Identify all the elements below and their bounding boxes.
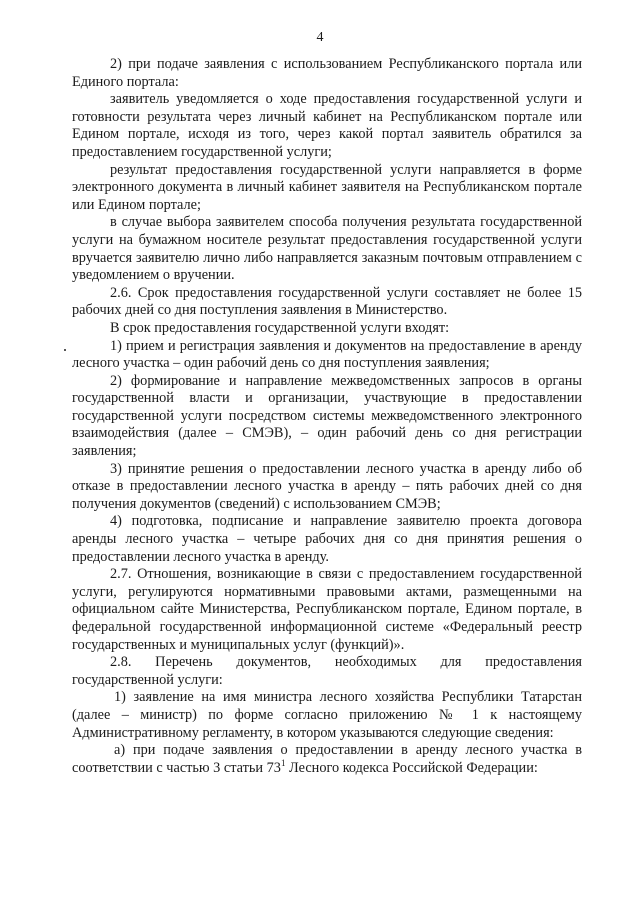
paragraph-step-1: 1) прием и регистрация заявления и документов на предоставление в аренду лесного участка – один рабочий день со дня поступления заявления; (72, 337, 582, 372)
paragraph-2-6-term: 2.6. Срок предоставления государственной услуги составляет не более 15 рабочих дней со дня поступления заявления в Министерство. (72, 284, 582, 319)
article-superscript: 1 (280, 757, 286, 768)
subitem-a-tail: Лесного кодекса Российской Федерации: (285, 759, 538, 776)
paragraph-2-8-documents: 2.8. Перечень документов, необходимых для предоставления государственной услуги: (72, 654, 582, 688)
paragraph-step-4: 4) подготовка, подписание и направление заявителю проекта договора аренды лесного участка – четыре рабочих дня со дня принятия решения о предоставлении лесного участка в аренду. (72, 513, 582, 565)
paragraph-subitem-a (72, 742, 582, 777)
paragraph-result-paper: в случае выбора заявителем способа получения результата государственной услуги на бумажном носителе результат предоставления государственной услуги вручается заявителю лично либо направляется заказным почтовым отправлением с уведомлением о вручении. (72, 214, 582, 284)
document-body (72, 56, 582, 777)
scan-speck (64, 349, 66, 351)
subitem-a-text: а) при подаче заявления о предоставлении в аренду лесного участка в соответствии с частью 3 статьи 73 (72, 742, 582, 776)
paragraph-term-includes: В срок предоставления государственной услуги входят: (110, 319, 450, 336)
paragraph-portal-submission: 2) при подаче заявления с использованием Республиканского портала или Единого портала: (72, 56, 582, 90)
paragraph-2-7-relations: 2.7. Отношения, возникающие в связи с предоставлением государственной услуги, регулируются нормативными правовыми актами, размещенными на официальном сайте Министерства, Республиканском портале, Едином портале, в федеральной государственной информационной системе «Федеральный реестр государственных и муниципальных услуг (функций)». (72, 566, 582, 653)
paragraph-step-3: 3) принятие решения о предоставлении лесного участка в аренду либо об отказе в предоставлении лесного участка в аренду – пять рабочих дней со дня получения документов (сведений) с использованием СМЭВ; (72, 460, 582, 512)
page-number: 4 (316, 30, 324, 45)
paragraph-result-electronic: результат предоставления государственной услуги направляется в форме электронного документа в личный кабинет заявителя на Республиканском портале или Едином портале; (72, 161, 582, 213)
paragraph-application: 1) заявление на имя министра лесного хозяйства Республики Татарстан (далее – министр) по форме согласно приложению № 1 к настоящему Административному регламенту, в котором указываются следующие сведения: (72, 689, 582, 741)
paragraph-step-2: 2) формирование и направление межведомственных запросов в органы государственной власти и организации, участвующие в предоставлении государственной услуги посредством системы межведомственного электронного взаимодействия (далее – СМЭВ), – один рабочий день со дня регистрации заявления; (72, 372, 582, 460)
paragraph-notification: заявитель уведомляется о ходе предоставления государственной услуги и готовности результата через личный кабинет на Республиканском портале или Едином портале, исходя из того, через какой портал заявитель обратился за предоставлением государственной услуги; (72, 91, 582, 160)
